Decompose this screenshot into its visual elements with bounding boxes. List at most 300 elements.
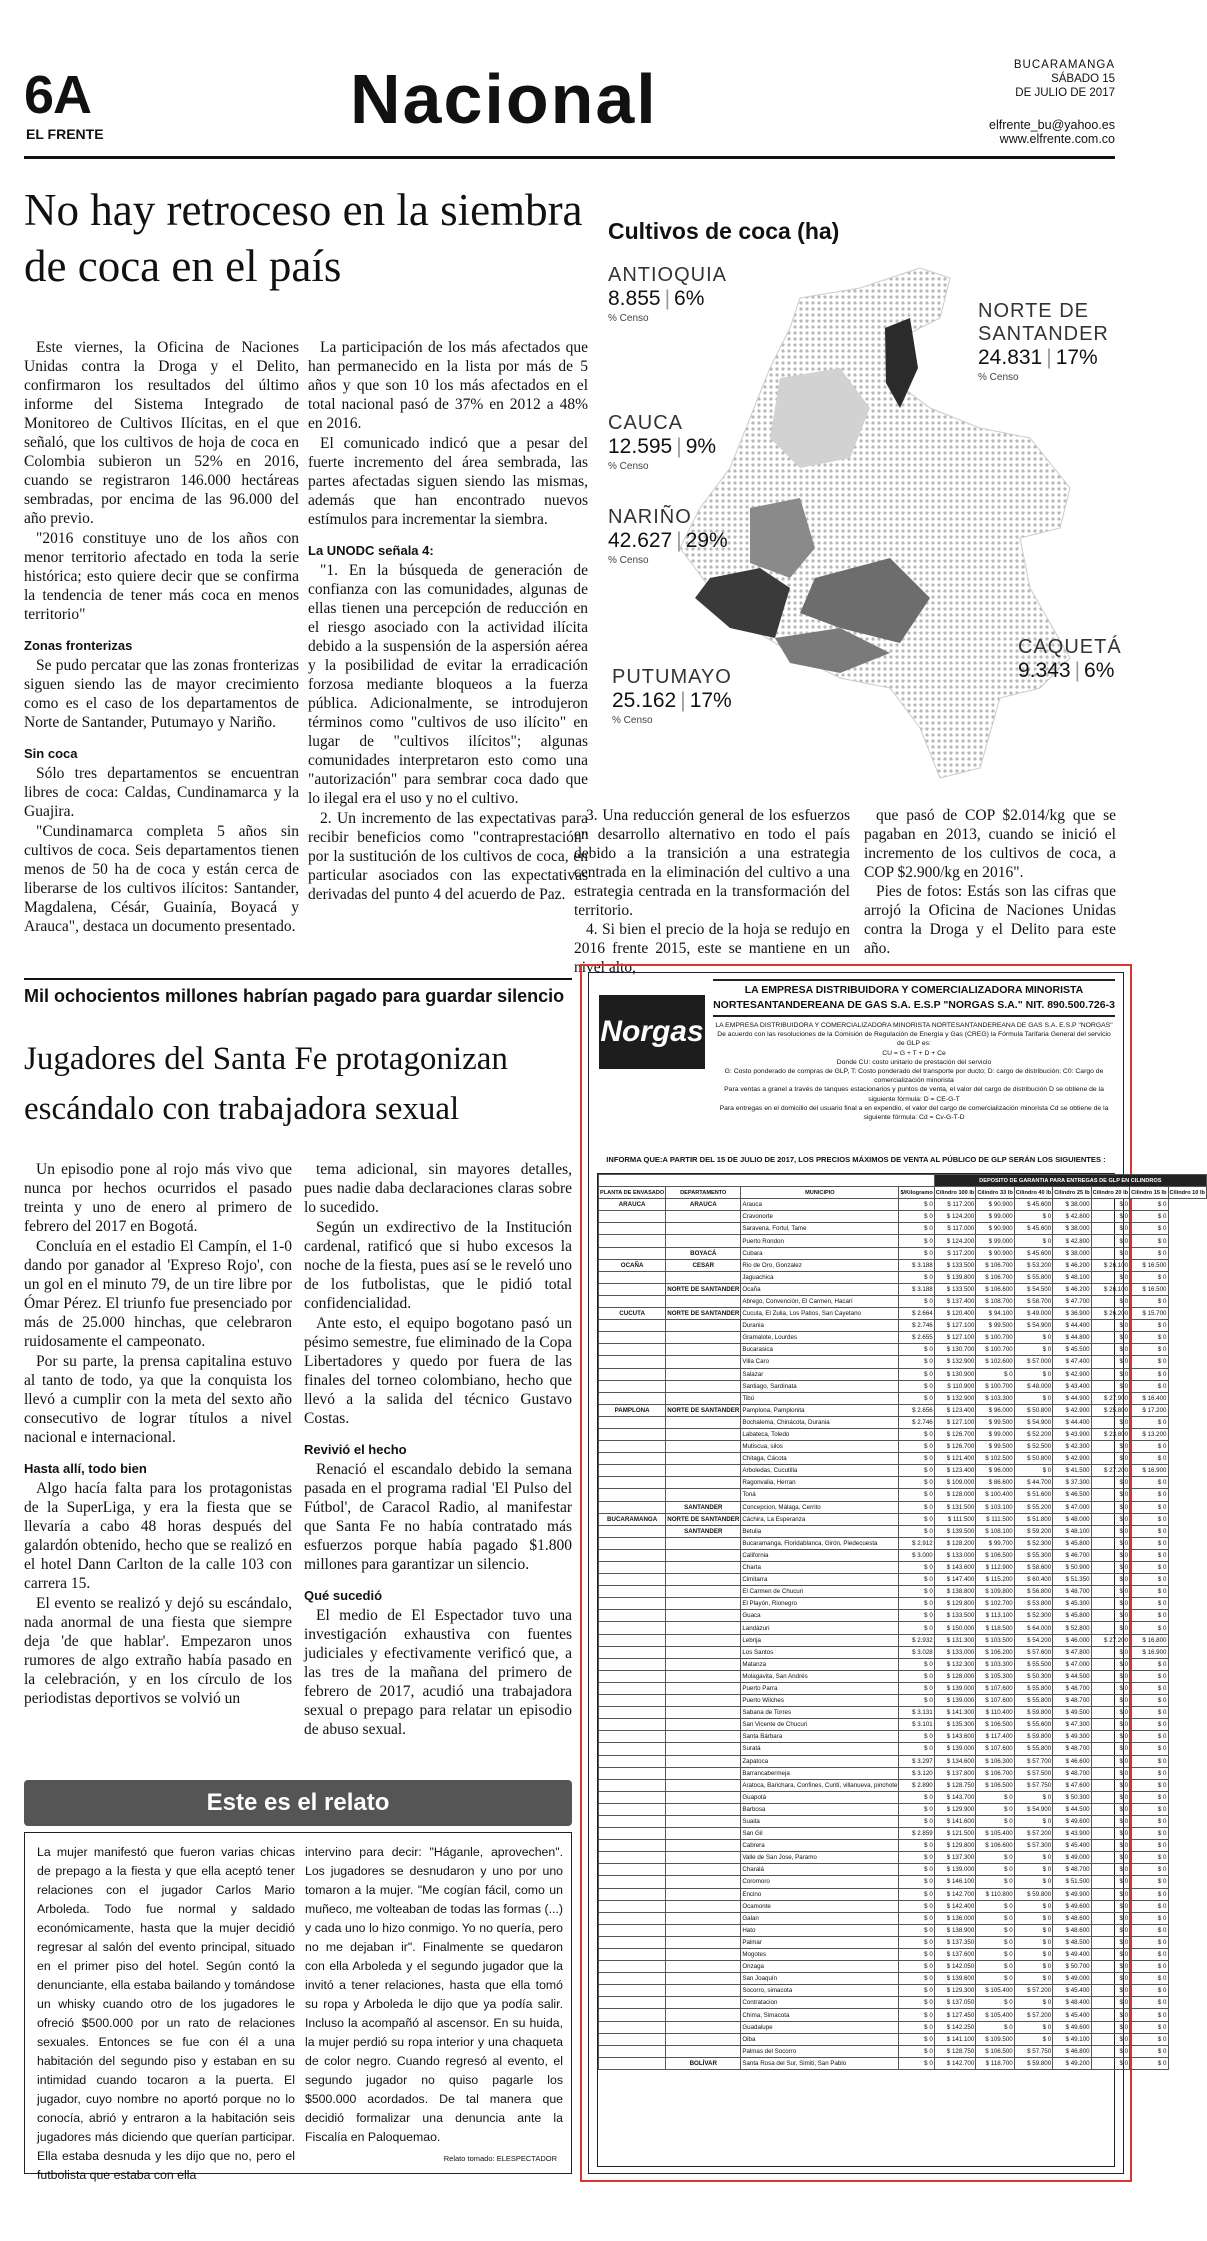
table-cell: Saravena, Fortul, Tame: [741, 1223, 899, 1235]
table-cell: $ 0: [1130, 1682, 1168, 1694]
table-cell: [666, 2033, 741, 2045]
table-cell: $ 0: [899, 2021, 934, 2033]
table-cell: $ 0: [1014, 2033, 1052, 2045]
table-cell: [666, 1634, 741, 1646]
table-cell: [599, 1682, 666, 1694]
table-cell: $ 0: [1130, 1803, 1168, 1815]
subheading: La UNODC señala 4:: [308, 543, 434, 558]
table-cell: [599, 1840, 666, 1852]
table-cell: $ 0: [1130, 1223, 1168, 1235]
table-cell: $ 99.500: [976, 1320, 1014, 1332]
table-row: [599, 1549, 1207, 1561]
region-label-narino: NARIÑO 42.627 | 29% % Censo: [608, 506, 728, 566]
paragraph: Por su parte, la prensa capitalina estuvo al tanto de todo, ya que la conquista los llevó a cumplir con la meta del sexto año consecutivo de lograr títulos a nivel nacional e internacional.: [24, 1353, 292, 1446]
table-cell: $ 42.900: [1053, 1453, 1091, 1465]
table-cell: $ 0: [1014, 1924, 1052, 1936]
table-cell: $ 23.800: [1091, 1428, 1129, 1440]
table-cell: [666, 1368, 741, 1380]
table-cell: $ 0: [1130, 1658, 1168, 1670]
table-cell: [599, 1622, 666, 1634]
table-cell: $ 16.900: [1130, 1465, 1168, 1477]
table-cell: $ 0: [1091, 1815, 1129, 1827]
table-cell: [666, 1924, 741, 1936]
table-cell: CUCUTA: [599, 1308, 666, 1320]
table-cell: San Vicente de Chucuri: [741, 1719, 899, 1731]
table-cell: $ 0: [899, 1380, 934, 1392]
table-cell: $ 0: [899, 1936, 934, 1948]
table-row: [599, 1223, 1207, 1235]
table-cell: $ 117.000: [934, 1223, 976, 1235]
table-row: [599, 1320, 1207, 1332]
table-cell: [599, 1634, 666, 1646]
table-cell: $ 0: [1091, 1876, 1129, 1888]
table-cell: $ 129.800: [934, 1598, 976, 1610]
table-cell: [666, 1815, 741, 1827]
table-cell: [599, 1828, 666, 1840]
table-cell: $ 0: [899, 1840, 934, 1852]
table-cell: [666, 1441, 741, 1453]
table-cell: $ 0: [899, 1961, 934, 1973]
table-cell: $ 0: [1130, 1295, 1168, 1307]
table-cell: $ 99.700: [976, 1537, 1014, 1549]
table-cell: $ 2.746: [899, 1320, 934, 1332]
table-cell: [666, 1332, 741, 1344]
table-cell: [666, 1864, 741, 1876]
table-cell: $ 0: [1091, 1803, 1129, 1815]
region-name: CAUCA: [608, 412, 684, 434]
table-cell: $ 44.500: [1053, 1803, 1091, 1815]
table-cell: $ 48.600: [1053, 1912, 1091, 1924]
table-cell: $ 57.500: [1014, 1767, 1052, 1779]
table-cell: $ 0: [899, 1356, 934, 1368]
ad-company-header: [713, 979, 1115, 1017]
table-cell: $ 0: [1130, 1622, 1168, 1634]
table-cell: $ 113.100: [976, 1610, 1014, 1622]
table-column-header: DEPARTAMENTO: [666, 1187, 741, 1199]
table-cell: $ 0: [1130, 1549, 1168, 1561]
table-cell: $ 0: [1091, 1695, 1129, 1707]
table-cell: [666, 1235, 741, 1247]
table-cell: [666, 1719, 741, 1731]
table-cell: $ 110.400: [976, 1707, 1014, 1719]
table-cell: $ 0: [1130, 1610, 1168, 1622]
table-cell: $ 0: [1014, 1791, 1052, 1803]
table-cell: CESAR: [666, 1259, 741, 1271]
table-cell: $ 38.000: [1053, 1223, 1091, 1235]
table-cell: $ 123.400: [934, 1465, 976, 1477]
table-cell: $ 0: [899, 2057, 934, 2069]
table-cell: $ 117.200: [934, 1199, 976, 1211]
region-hectares: 8.855: [608, 287, 661, 310]
table-cell: [599, 1235, 666, 1247]
table-cell: Lebrija: [741, 1634, 899, 1646]
table-cell: $ 100.700: [976, 1380, 1014, 1392]
table-cell: $ 46.500: [1053, 1489, 1091, 1501]
table-cell: $ 132.900: [934, 1356, 976, 1368]
table-cell: $ 142.700: [934, 2057, 976, 2069]
table-cell: $ 143.700: [934, 1791, 976, 1803]
table-cell: [599, 1755, 666, 1767]
table-cell: $ 129.300: [934, 1985, 976, 1997]
table-cell: [599, 1356, 666, 1368]
intro-line: Donde CU: costo unitario de prestación del servicio: [836, 1058, 992, 1066]
table-cell: Betulia: [741, 1525, 899, 1537]
intro-line: CU = G + T + D + Ce: [882, 1049, 946, 1057]
table-row: [599, 1199, 1207, 1211]
table-cell: $ 57.750: [1014, 2045, 1052, 2057]
table-cell: Puerto Wilches: [741, 1695, 899, 1707]
table-cell: $ 102.600: [976, 1356, 1014, 1368]
table-cell: $ 45.600: [1014, 1199, 1052, 1211]
map-title: Cultivos de coca (ha): [608, 218, 840, 244]
table-header-spacer: [599, 1175, 935, 1187]
table-cell: $ 0: [1091, 1489, 1129, 1501]
region-hectares: 12.595: [608, 435, 673, 458]
table-cell: $ 0: [1130, 1477, 1168, 1489]
table-cell: $ 126.700: [934, 1428, 976, 1440]
table-cell: $ 0: [899, 1985, 934, 1997]
table-cell: [666, 1755, 741, 1767]
table-cell: $ 0: [899, 1973, 934, 1985]
table-cell: $ 50.700: [1053, 1961, 1091, 1973]
table-row: [599, 1428, 1207, 1440]
article-column-4: [864, 806, 1116, 958]
table-cell: $ 54.900: [1014, 1416, 1052, 1428]
table-cell: $ 0: [976, 2021, 1014, 2033]
table-cell: Labateca, Toledo: [741, 1428, 899, 1440]
table-cell: $ 46.000: [1053, 1634, 1091, 1646]
table-cell: $ 111.500: [976, 1513, 1014, 1525]
table-cell: [599, 1441, 666, 1453]
table-cell: $ 0: [1130, 1755, 1168, 1767]
table-row: [599, 1973, 1207, 1985]
region-name: PUTUMAYO: [612, 666, 732, 688]
table-cell: $ 27.900: [1091, 1392, 1129, 1404]
table-cell: [599, 2033, 666, 2045]
table-cell: [599, 1949, 666, 1961]
table-cell: $ 130.700: [934, 1344, 976, 1356]
table-cell: $ 2.859: [899, 1828, 934, 1840]
table-cell: $ 43.900: [1053, 1828, 1091, 1840]
table-cell: $ 0: [1091, 1562, 1129, 1574]
table-cell: $ 0: [1130, 1767, 1168, 1779]
table-cell: El Playón, Rionegro: [741, 1598, 899, 1610]
table-cell: $ 139.000: [934, 1743, 976, 1755]
paragraph: 2. Un incremento de las expectativas para recibir beneficios como "contraprestación" por la sustitución de los cultivos de coca, en particular asociados con las expectativas derivadas del punto 4 del acuerdo de Paz.: [308, 810, 588, 903]
table-cell: $ 48.400: [1053, 1997, 1091, 2009]
table-row: [599, 1283, 1207, 1295]
table-cell: $ 0: [1130, 1670, 1168, 1682]
email-link[interactable]: elfrente_bu@yahoo.es: [989, 118, 1115, 132]
table-cell: $ 0: [1014, 1465, 1052, 1477]
table-cell: Cimitarra: [741, 1574, 899, 1586]
table-cell: $ 0: [899, 1295, 934, 1307]
table-cell: $ 0: [899, 1392, 934, 1404]
table-cell: $ 0: [1014, 1235, 1052, 1247]
table-cell: $ 127.450: [934, 2009, 976, 2021]
table-cell: [666, 1682, 741, 1694]
table-row: [599, 1441, 1207, 1453]
table-cell: [666, 1537, 741, 1549]
table-cell: $ 0: [899, 1368, 934, 1380]
table-cell: $ 49.600: [1053, 2021, 1091, 2033]
table-cell: $ 0: [1091, 1610, 1129, 1622]
table-cell: $ 0: [899, 1344, 934, 1356]
table-cell: $ 0: [899, 1574, 934, 1586]
table-cell: $ 138.900: [934, 1924, 976, 1936]
table-cell: $ 44.400: [1053, 1320, 1091, 1332]
table-cell: $ 3.028: [899, 1646, 934, 1658]
table-cell: $ 103.300: [976, 1658, 1014, 1670]
table-cell: NORTE DE SANTANDER: [666, 1513, 741, 1525]
table-cell: $ 25.800: [1091, 1404, 1129, 1416]
table-cell: $ 2.664: [899, 1308, 934, 1320]
table-cell: $ 54.200: [1014, 1634, 1052, 1646]
table-cell: $ 0: [1130, 1416, 1168, 1428]
article-rule: [24, 978, 572, 980]
table-cell: [599, 1525, 666, 1537]
table-cell: $ 103.300: [976, 1392, 1014, 1404]
table-cell: Suratá: [741, 1743, 899, 1755]
table-row: [599, 1743, 1207, 1755]
table-cell: $ 50.300: [1014, 1670, 1052, 1682]
table-cell: $ 48.700: [1053, 1767, 1091, 1779]
table-cell: Socorro, simacota: [741, 1985, 899, 1997]
table-cell: $ 55.800: [1014, 1695, 1052, 1707]
table-cell: $ 46.200: [1053, 1259, 1091, 1271]
table-cell: $ 110.800: [976, 1888, 1014, 1900]
table-row: [599, 1416, 1207, 1428]
table-cell: $ 142.250: [934, 2021, 976, 2033]
table-cell: $ 0: [1014, 1852, 1052, 1864]
table-cell: $ 143.600: [934, 1562, 976, 1574]
table-cell: $ 57.200: [1014, 1985, 1052, 1997]
table-cell: $ 0: [1091, 1247, 1129, 1259]
price-table-wrapper: [597, 1173, 1205, 2167]
table-row: [599, 1344, 1207, 1356]
table-cell: $ 57.600: [1014, 1646, 1052, 1658]
table-cell: $ 137.050: [934, 1997, 976, 2009]
table-cell: $ 139.000: [934, 1682, 976, 1694]
table-cell: $ 0: [1014, 1949, 1052, 1961]
table-cell: [666, 1973, 741, 1985]
table-cell: $ 47.800: [1053, 1646, 1091, 1658]
table-row: [599, 1332, 1207, 1344]
table-cell: $ 137.300: [934, 1852, 976, 1864]
paragraph: "Cundinamarca completa 5 años sin cultivos de coca. Seis departamentos tienen menos de 50 ha de coca y están cerca de liberarse de los cultivos ilícitos: Santander, Magdalena, Césár, Guainía, Boyacá y Arauca", destaca un documento presentado.: [24, 823, 299, 935]
table-cell: $ 117.400: [976, 1731, 1014, 1743]
table-cell: $ 37.300: [1053, 1477, 1091, 1489]
table-cell: $ 132.900: [934, 1392, 976, 1404]
table-cell: $ 16.800: [1130, 1634, 1168, 1646]
table-cell: $ 139.600: [934, 1973, 976, 1985]
table-cell: OCAÑA: [599, 1259, 666, 1271]
table-cell: $ 48.700: [1053, 1864, 1091, 1876]
table-cell: $ 137.400: [934, 1295, 976, 1307]
table-row: [599, 1634, 1207, 1646]
table-cell: $ 38.000: [1053, 1247, 1091, 1259]
region-percent: 17%: [1055, 346, 1098, 369]
table-cell: $ 2.655: [899, 1332, 934, 1344]
table-cell: Rio de Oro, Gonzalez: [741, 1259, 899, 1271]
table-cell: $ 0: [899, 1803, 934, 1815]
table-cell: $ 105.300: [976, 1670, 1014, 1682]
table-row: [599, 1695, 1207, 1707]
table-cell: [599, 1537, 666, 1549]
article-column-2: [308, 338, 588, 905]
table-cell: $ 103.100: [976, 1501, 1014, 1513]
table-cell: [599, 1271, 666, 1283]
table-cell: $ 55.800: [1014, 1743, 1052, 1755]
table-cell: $ 0: [1014, 2021, 1052, 2033]
table-cell: Onzaga: [741, 1961, 899, 1973]
table-cell: $ 137.350: [934, 1936, 976, 1948]
company-line-2: NORTESANTANDEREANA DE GAS S.A. E.S.P "NORGAS S.A." NIT. 890.500.726-3: [713, 999, 1115, 1011]
paragraph: Ante esto, el equipo bogotano pasó un pésimo semestre, fue eliminado de la Copa Libertadores y quedo por fuera de las finales del torneo colombiano, hecho que llevó a la salida del técnico Gustavo Costas.: [304, 1315, 572, 1427]
table-cell: $ 44.700: [1014, 1477, 1052, 1489]
table-cell: $ 0: [1091, 2009, 1129, 2021]
table-column-header: $/Kilogramo: [899, 1187, 934, 1199]
table-cell: $ 0: [899, 1743, 934, 1755]
table-cell: $ 0: [1130, 1344, 1168, 1356]
table-cell: $ 0: [1130, 1598, 1168, 1610]
table-cell: $ 0: [976, 1852, 1014, 1864]
table-cell: $ 45.600: [1014, 1247, 1052, 1259]
table-cell: $ 0: [1130, 1888, 1168, 1900]
table-row: [599, 1610, 1207, 1622]
table-cell: $ 0: [1130, 1815, 1168, 1827]
table-cell: $ 105.400: [976, 1985, 1014, 1997]
intro-line: De acuerdo con las resoluciones de la Comisión de Regulación de Energía y Gas (CREG) la Fórmula Tarifaria General del servicio de GLP es:: [717, 1031, 1111, 1048]
region-percent: 6%: [674, 287, 705, 310]
table-cell: Cubara: [741, 1247, 899, 1259]
table-row: [599, 1888, 1207, 1900]
table-cell: $ 110.900: [934, 1380, 976, 1392]
relato-column-left: La mujer manifestó que fueron varias chicas de prepago a la fiesta y que ella aceptó tener relaciones con el jugador Carlos Mario Arboleda. Todo fue normal y saldado económicamente, hasta que la mujer decidió regresar al salón del evento principal, situado en el primer piso del hotel. Según contó la denunciante, ella estaba bailando y tomándose un whisky cuando otro de los jugadores le ofreció $500.000 por un rato de relaciones sexuales. Entonces se fue con él a una habitación del segundo piso y estaban en su intimidad cuando tocaron a la puerta. El jugador, cuyo nombre no aportó porque no lo conocía, abrió y entraron a la habitación seis jugadores más diciendo que querían participar. Ella estaba desnuda y les dijo que no, pero el futbolista que estaba con ella: [37, 1845, 295, 2182]
table-cell: $ 2.912: [899, 1537, 934, 1549]
table-cell: $ 0: [1130, 1973, 1168, 1985]
table-cell: $ 142.050: [934, 1961, 976, 1973]
table-cell: $ 49.400: [1053, 1949, 1091, 1961]
table-cell: $ 0: [1091, 1586, 1129, 1598]
table-cell: [599, 1864, 666, 1876]
table-cell: $ 0: [1130, 1235, 1168, 1247]
table-cell: $ 0: [899, 1622, 934, 1634]
table-cell: $ 0: [1091, 1199, 1129, 1211]
table-cell: $ 45.300: [1053, 1598, 1091, 1610]
table-cell: $ 139.500: [934, 1525, 976, 1537]
table-row: [599, 1670, 1207, 1682]
region-percent: 6%: [1084, 659, 1115, 682]
table-cell: $ 0: [899, 1731, 934, 1743]
table-cell: $ 115.200: [976, 1574, 1014, 1586]
article2-column-1: [24, 1160, 292, 1709]
table-cell: $ 0: [899, 1876, 934, 1888]
table-cell: NORTE DE SANTANDER: [666, 1283, 741, 1295]
table-cell: Salazar: [741, 1368, 899, 1380]
table-cell: San Gil: [741, 1828, 899, 1840]
table-row: [599, 1682, 1207, 1694]
table-cell: $ 0: [899, 1864, 934, 1876]
table-cell: $ 105.400: [976, 2009, 1014, 2021]
intro-line: G: Costo ponderado de compras de GLP, T: Costo ponderado del transporte por ducto; D: cargo de distribución; C0: Cargo de comercialización minorista: [724, 1068, 1104, 1085]
table-cell: $ 0: [899, 1682, 934, 1694]
table-cell: $ 0: [1091, 1332, 1129, 1344]
company-line-1: LA EMPRESA DISTRIBUIDORA Y COMERCIALIZADORA MINORISTA: [744, 984, 1084, 996]
table-cell: Santa Bárbara: [741, 1731, 899, 1743]
table-cell: $ 0: [1091, 1743, 1129, 1755]
table-cell: [666, 1997, 741, 2009]
table-cell: Chitaga, Cácota: [741, 1453, 899, 1465]
table-row: [599, 1658, 1207, 1670]
table-cell: [599, 1211, 666, 1223]
table-cell: $ 142.700: [934, 1888, 976, 1900]
table-cell: [599, 1453, 666, 1465]
table-cell: $ 0: [899, 1247, 934, 1259]
table-cell: [666, 1876, 741, 1888]
table-cell: [666, 1598, 741, 1610]
table-cell: [599, 2009, 666, 2021]
table-cell: $ 0: [1130, 2021, 1168, 2033]
table-cell: $ 0: [976, 1924, 1014, 1936]
table-cell: $ 0: [1130, 1743, 1168, 1755]
table-cell: $ 0: [976, 1949, 1014, 1961]
table-cell: $ 0: [976, 1815, 1014, 1827]
table-cell: Guaca: [741, 1610, 899, 1622]
table-cell: $ 0: [1091, 1525, 1129, 1537]
header-rule: [24, 156, 1115, 159]
table-cell: $ 127.100: [934, 1332, 976, 1344]
table-cell: [666, 1658, 741, 1670]
table-row: [599, 2045, 1207, 2057]
paragraph: El comunicado indicó que a pesar del fuerte incremento del área sembrada, las partes afectadas siguen siendo las mismas, además que han encontrado nuevos estímulos para incrementar la siembra.: [308, 435, 588, 528]
table-cell: [666, 1586, 741, 1598]
table-cell: Mogotes: [741, 1949, 899, 1961]
table-cell: Ragonvalia, Herran: [741, 1477, 899, 1489]
table-row: [599, 1767, 1207, 1779]
table-cell: $ 138.800: [934, 1586, 976, 1598]
table-cell: $ 109.000: [934, 1477, 976, 1489]
table-cell: [666, 1610, 741, 1622]
table-cell: [599, 1368, 666, 1380]
table-cell: [599, 1900, 666, 1912]
table-cell: $ 0: [1130, 1562, 1168, 1574]
table-cell: Arboledas, Cucutilla: [741, 1465, 899, 1477]
table-cell: $ 0: [976, 1791, 1014, 1803]
table-cell: $ 26.200: [1091, 1308, 1129, 1320]
article-column-3: [574, 806, 850, 977]
region-label-norte-santander: NORTE DE SANTANDER 24.831 | 17% % Censo: [978, 300, 1118, 383]
table-cell: [666, 1562, 741, 1574]
table-row: [599, 1900, 1207, 1912]
table-cell: $ 0: [899, 1658, 934, 1670]
table-cell: [599, 1598, 666, 1610]
table-cell: $ 0: [1091, 1320, 1129, 1332]
table-cell: $ 49.600: [1053, 1815, 1091, 1827]
table-cell: $ 45.400: [1053, 2009, 1091, 2021]
table-cell: [599, 1586, 666, 1598]
table-cell: $ 128.000: [934, 1489, 976, 1501]
table-cell: $ 0: [1130, 1586, 1168, 1598]
website-link[interactable]: www.elfrente.com.co: [999, 132, 1115, 146]
table-cell: [599, 1562, 666, 1574]
subheading: Qué sucedió: [304, 1588, 383, 1603]
table-cell: $ 0: [899, 1924, 934, 1936]
table-cell: Guadalupe: [741, 2021, 899, 2033]
table-cell: $ 0: [1130, 2033, 1168, 2045]
table-cell: $ 55.200: [1014, 1501, 1052, 1513]
table-cell: [666, 1852, 741, 1864]
